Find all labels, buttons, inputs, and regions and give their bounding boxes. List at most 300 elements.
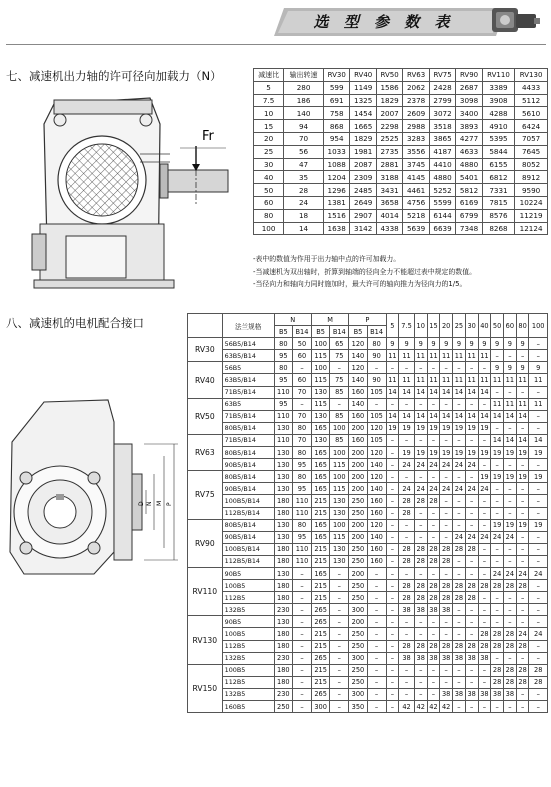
flange-cell: 28	[516, 640, 529, 652]
flange-cell: 110	[274, 410, 292, 422]
flange-cell: –	[503, 555, 516, 567]
flange-cell: –	[491, 507, 504, 519]
radial-cell: 5401	[456, 171, 482, 184]
flange-table-row	[188, 434, 548, 446]
flange-cell: 19	[427, 422, 440, 434]
flange-table-row	[188, 555, 548, 567]
radial-cell: 3518	[429, 120, 455, 133]
flange-cell: –	[503, 386, 516, 398]
flange-cell: 28	[491, 628, 504, 640]
radial-table-header	[254, 69, 548, 82]
radial-cell: 70	[284, 132, 324, 145]
radial-cell: 8912	[515, 171, 548, 184]
flange-cell: –	[399, 664, 415, 676]
radial-cell: 6169	[456, 196, 482, 209]
header-banner	[274, 6, 506, 38]
flange-cell: 14	[386, 386, 399, 398]
flange-cell: 11	[491, 398, 504, 410]
radial-cell: 2881	[376, 158, 402, 171]
flange-cell: 105	[367, 386, 386, 398]
flange-cell: 11	[440, 374, 453, 386]
flange-cell: 24	[478, 531, 491, 543]
flange-cell: –	[503, 652, 516, 664]
radial-cell: 2309	[350, 171, 376, 184]
radial-cell: 3283	[403, 132, 429, 145]
flange-table-row	[188, 338, 548, 350]
flange-cell: 19	[453, 447, 466, 459]
flange-cell: –	[491, 483, 504, 495]
flange-cell: –	[465, 519, 478, 531]
radial-cell: 6799	[456, 209, 482, 222]
flange-cell: 65	[330, 338, 349, 350]
flange-cell: –	[399, 434, 415, 446]
flange-cell: –	[367, 701, 386, 713]
force-label: Fr	[202, 129, 214, 144]
radial-cell: 4433	[515, 81, 548, 94]
ratio-header-cell: 20	[440, 314, 453, 338]
radial-cell: 5395	[482, 132, 514, 145]
flange-cell: 19	[503, 447, 516, 459]
flange-cell: 105	[367, 410, 386, 422]
radial-cell: 2907	[350, 209, 376, 222]
dim-label-n: N	[146, 501, 153, 506]
flange-cell: –	[399, 616, 415, 628]
radial-cell: 6144	[429, 209, 455, 222]
radial-header-cell: RV110	[482, 69, 514, 82]
flange-cell: –	[330, 592, 349, 604]
flange-cell: –	[465, 628, 478, 640]
flange-cell: 215	[311, 628, 329, 640]
radial-cell: 5812	[456, 184, 482, 197]
flange-cell: –	[516, 350, 529, 362]
flange-cell: 24	[503, 567, 516, 579]
flange-cell: 24	[427, 483, 440, 495]
flange-cell: 200	[349, 567, 367, 579]
flange-cell: 300	[349, 604, 367, 616]
flange-cell: 38	[427, 604, 440, 616]
flange-cell: 28	[453, 543, 466, 555]
flange-cell: 100	[330, 447, 349, 459]
flange-cell: 28	[503, 640, 516, 652]
flange-cell: 180	[274, 592, 292, 604]
flange-cell: 160	[367, 495, 386, 507]
flange-cell: –	[399, 628, 415, 640]
radial-cell: 4338	[376, 222, 402, 235]
flange-cell: –	[516, 507, 529, 519]
flange-cell: –	[503, 459, 516, 471]
flange-cell: 75	[330, 374, 349, 386]
flange-cell: 19	[465, 422, 478, 434]
flange-table-row	[188, 398, 548, 410]
flange-cell: –	[465, 616, 478, 628]
flange-cell: 14	[427, 386, 440, 398]
flange-cell: –	[440, 507, 453, 519]
flange-cell: 105	[367, 434, 386, 446]
flange-cell: –	[367, 398, 386, 410]
flange-cell: –	[453, 519, 466, 531]
flange-cell: –	[427, 519, 440, 531]
flange-cell: –	[478, 519, 491, 531]
flange-cell: –	[386, 701, 399, 713]
flange-cell: 24	[453, 483, 466, 495]
flange-table-row	[188, 567, 548, 579]
flange-cell: –	[330, 688, 349, 700]
flange-cell: 28	[478, 640, 491, 652]
flange-cell: –	[453, 701, 466, 713]
flange-cell: –	[293, 652, 312, 664]
flange-cell: 180	[274, 495, 292, 507]
flange-cell: 140	[349, 398, 367, 410]
radial-cell: 3865	[429, 132, 455, 145]
flange-cell: 100	[311, 338, 329, 350]
flange-cell: 120	[367, 519, 386, 531]
flange-cell: 95	[293, 483, 312, 495]
dim-header-cell: N	[274, 314, 311, 326]
flange-cell: –	[293, 604, 312, 616]
flange-cell: 24	[427, 459, 440, 471]
ratio-header-cell: 5	[386, 314, 399, 338]
flange-cell: –	[293, 688, 312, 700]
flange-cell: 140	[349, 374, 367, 386]
flange-cell: 14	[516, 434, 529, 446]
radial-cell: 35	[284, 171, 324, 184]
flange-cell: –	[367, 592, 386, 604]
flange-cell: –	[367, 676, 386, 688]
flange-cell: –	[478, 543, 491, 555]
flange-cell: 14	[529, 434, 548, 446]
radial-table-body	[254, 81, 548, 235]
flange-spec-cell: 112B5/B14	[222, 555, 274, 567]
flange-cell: 160	[367, 555, 386, 567]
radial-cell: 30	[254, 158, 284, 171]
flange-table-body	[188, 338, 548, 713]
flange-cell: –	[414, 471, 427, 483]
flange-cell: –	[478, 616, 491, 628]
flange-cell: 38	[491, 688, 504, 700]
flange-cell: 28	[453, 580, 466, 592]
flange-cell: 11	[503, 398, 516, 410]
flange-cell: –	[386, 664, 399, 676]
flange-cell: 95	[293, 531, 312, 543]
sub-header-cell: B5	[349, 326, 367, 338]
flange-cell: 95	[274, 350, 292, 362]
flange-cell: –	[529, 580, 548, 592]
flange-cell: 28	[516, 676, 529, 688]
flange-cell: 28	[503, 664, 516, 676]
radial-cell: 3556	[403, 145, 429, 158]
flange-cell: 265	[311, 616, 329, 628]
flange-cell: 50	[293, 338, 312, 350]
radial-cell: 2735	[376, 145, 402, 158]
flange-cell: –	[478, 507, 491, 519]
radial-cell: 4910	[482, 120, 514, 133]
flange-table-row	[188, 350, 548, 362]
flange-cell: –	[386, 640, 399, 652]
flange-cell: 28	[427, 580, 440, 592]
flange-cell: 130	[274, 471, 292, 483]
flange-cell: 11	[529, 374, 548, 386]
flange-cell: 180	[274, 507, 292, 519]
radial-cell: 3389	[482, 81, 514, 94]
flange-cell: 14	[414, 386, 427, 398]
flange-cell: 28	[465, 592, 478, 604]
flange-cell: –	[293, 616, 312, 628]
flange-cell: 24	[516, 567, 529, 579]
flange-cell: –	[440, 628, 453, 640]
radial-header-cell: RV30	[323, 69, 349, 82]
flange-cell: –	[453, 507, 466, 519]
flange-cell: 115	[330, 531, 349, 543]
flange-cell: –	[453, 471, 466, 483]
radial-cell: 50	[254, 184, 284, 197]
radial-cell: 94	[284, 120, 324, 133]
radial-cell: 5218	[403, 209, 429, 222]
flange-spec-cell: 80B5/B14	[222, 422, 274, 434]
radial-cell: 758	[323, 107, 349, 120]
flange-cell: 200	[349, 422, 367, 434]
flange-cell: 42	[440, 701, 453, 713]
radial-cell: 2799	[429, 94, 455, 107]
flange-cell: –	[516, 555, 529, 567]
flange-spec-cell: 63B5	[222, 398, 274, 410]
radial-cell: 6812	[482, 171, 514, 184]
flange-cell: 80	[293, 519, 312, 531]
flange-cell: –	[367, 640, 386, 652]
radial-header-cell: RV90	[456, 69, 482, 82]
radial-cell: 8576	[482, 209, 514, 222]
flange-cell: 160	[349, 434, 367, 446]
flange-cell: –	[427, 507, 440, 519]
flange-cell: –	[516, 688, 529, 700]
flange-cell: 28	[414, 580, 427, 592]
flange-cell: 38	[453, 652, 466, 664]
flange-cell: –	[367, 362, 386, 374]
flange-cell: –	[440, 664, 453, 676]
section7-title: 七、减速机出力轴的许可径向加载力（N）	[6, 69, 222, 83]
flange-cell: 140	[367, 459, 386, 471]
flange-cell: –	[293, 628, 312, 640]
ratio-header-cell: 7.5	[399, 314, 415, 338]
radial-cell: 1829	[376, 94, 402, 107]
flange-cell: 90	[367, 350, 386, 362]
flange-cell: –	[427, 676, 440, 688]
flange-cell: –	[491, 616, 504, 628]
flange-cell: 9	[503, 338, 516, 350]
flange-cell: 115	[311, 350, 329, 362]
flange-cell: 38	[414, 652, 427, 664]
flange-cell: –	[330, 664, 349, 676]
flange-cell: 70	[293, 434, 312, 446]
radial-cell: 2485	[350, 184, 376, 197]
radial-cell: 12124	[515, 222, 548, 235]
flange-cell: 80	[274, 338, 292, 350]
flange-cell: 95	[274, 374, 292, 386]
flange-cell: –	[440, 362, 453, 374]
flange-cell: –	[330, 567, 349, 579]
radial-cell: 1981	[350, 145, 376, 158]
flange-cell: –	[465, 398, 478, 410]
sub-header-cell: B14	[330, 326, 349, 338]
flange-cell: –	[386, 676, 399, 688]
flange-cell: –	[440, 567, 453, 579]
flange-cell: 11	[427, 350, 440, 362]
flange-cell: –	[465, 701, 478, 713]
flange-cell: –	[414, 567, 427, 579]
ratio-header-cell: 80	[516, 314, 529, 338]
flange-cell: –	[386, 616, 399, 628]
flange-cell: 24	[453, 459, 466, 471]
flange-cell: –	[516, 483, 529, 495]
flange-cell: –	[529, 592, 548, 604]
flange-cell: 160	[349, 410, 367, 422]
flange-cell: 300	[349, 688, 367, 700]
radial-table-row	[254, 94, 548, 107]
flange-cell: 11	[453, 374, 466, 386]
model-cell: RV63	[188, 434, 223, 470]
flange-cell: 9	[399, 338, 415, 350]
radial-cell: 8268	[482, 222, 514, 235]
ratio-header-cell: 40	[478, 314, 491, 338]
flange-cell: –	[465, 567, 478, 579]
flange-table-row	[188, 422, 548, 434]
radial-cell: 2378	[403, 94, 429, 107]
radial-table-row	[254, 209, 548, 222]
flange-cell: 14	[516, 410, 529, 422]
flange-cell: 38	[478, 688, 491, 700]
flange-cell: –	[293, 567, 312, 579]
flange-cell: –	[293, 701, 312, 713]
flange-cell: 95	[274, 398, 292, 410]
radial-cell: 47	[284, 158, 324, 171]
flange-cell: 28	[491, 676, 504, 688]
flange-cell: –	[399, 531, 415, 543]
flange-cell: –	[478, 434, 491, 446]
sub-header-cell: B14	[367, 326, 386, 338]
radial-cell: 2687	[456, 81, 482, 94]
flange-cell: 200	[349, 519, 367, 531]
flange-cell: 130	[330, 507, 349, 519]
flange-cell: 265	[311, 688, 329, 700]
flange-cell: 11	[478, 350, 491, 362]
radial-cell: 5844	[482, 145, 514, 158]
flange-cell: –	[367, 580, 386, 592]
radial-table-row	[254, 120, 548, 133]
radial-cell: 4880	[456, 158, 482, 171]
flange-cell: –	[529, 422, 548, 434]
flange-cell: 24	[440, 459, 453, 471]
flange-cell: –	[440, 531, 453, 543]
flange-cell: –	[529, 483, 548, 495]
reducer-flange-drawing	[4, 382, 184, 582]
flange-cell: 42	[414, 701, 427, 713]
radial-header-cell: RV50	[376, 69, 402, 82]
flange-cell: 110	[293, 507, 312, 519]
flange-spec-cell: 160B5	[222, 701, 274, 713]
flange-cell: –	[465, 495, 478, 507]
radial-header-cell: 减速比	[254, 69, 284, 82]
flange-cell: 250	[349, 555, 367, 567]
flange-cell: 28	[503, 628, 516, 640]
flange-cell: 75	[330, 350, 349, 362]
flange-cell: 165	[311, 519, 329, 531]
flange-cell: 28	[465, 543, 478, 555]
flange-cell: 19	[529, 447, 548, 459]
flange-header-row-1	[188, 314, 548, 326]
flange-cell: 24	[503, 531, 516, 543]
flange-cell: 28	[399, 543, 415, 555]
radial-cell: 7.5	[254, 94, 284, 107]
flange-cell: –	[386, 628, 399, 640]
flange-cell: 14	[465, 410, 478, 422]
radial-cell: 2525	[376, 132, 402, 145]
flange-cell: –	[478, 362, 491, 374]
flange-cell: –	[516, 495, 529, 507]
flange-cell: 215	[311, 580, 329, 592]
flange-cell: 90	[367, 374, 386, 386]
radial-cell: 3400	[456, 107, 482, 120]
flange-cell: 19	[478, 447, 491, 459]
flange-cell: 250	[349, 495, 367, 507]
radial-cell: 4277	[456, 132, 482, 145]
flange-cell: –	[478, 592, 491, 604]
radial-cell: 1149	[350, 81, 376, 94]
flange-cell: 200	[349, 531, 367, 543]
radial-cell: 28	[284, 184, 324, 197]
flange-table-row	[188, 676, 548, 688]
flange-cell: 38	[399, 652, 415, 664]
radial-cell: 1033	[323, 145, 349, 158]
radial-cell: 868	[323, 120, 349, 133]
flange-cell: 100	[330, 471, 349, 483]
radial-cell: 2649	[350, 196, 376, 209]
radial-cell: 15	[254, 120, 284, 133]
flange-cell: 130	[330, 555, 349, 567]
radial-cell: 1325	[350, 94, 376, 107]
flange-cell: –	[399, 471, 415, 483]
flange-cell: 120	[349, 338, 367, 350]
radial-cell: 1454	[350, 107, 376, 120]
flange-cell: 19	[414, 447, 427, 459]
flange-table-row	[188, 652, 548, 664]
flange-cell: –	[367, 628, 386, 640]
flange-cell: 11	[386, 374, 399, 386]
flange-cell: 28	[440, 640, 453, 652]
flange-spec-cell: 90B5/B14	[222, 483, 274, 495]
flange-cell: 19	[453, 422, 466, 434]
radial-cell: 7645	[515, 145, 548, 158]
dim-label-p: P	[166, 502, 173, 506]
flange-cell: 160	[367, 507, 386, 519]
flange-cell: –	[427, 398, 440, 410]
flange-cell: 130	[274, 459, 292, 471]
flange-cell: –	[386, 471, 399, 483]
radial-cell: 10224	[515, 196, 548, 209]
flange-table-row	[188, 701, 548, 713]
radial-cell: 599	[323, 81, 349, 94]
radial-cell: 1296	[323, 184, 349, 197]
radial-cell: 1381	[323, 196, 349, 209]
flange-cell: –	[503, 422, 516, 434]
flange-cell: 9	[516, 362, 529, 374]
flange-cell: 38	[440, 604, 453, 616]
flange-table-row	[188, 459, 548, 471]
flange-cell: 85	[330, 386, 349, 398]
model-cell: RV30	[188, 338, 223, 362]
flange-spec-cell: 90B5	[222, 567, 274, 579]
flange-cell: 120	[367, 422, 386, 434]
flange-spec-header: 法兰规格	[222, 314, 274, 338]
flange-cell: 110	[274, 434, 292, 446]
